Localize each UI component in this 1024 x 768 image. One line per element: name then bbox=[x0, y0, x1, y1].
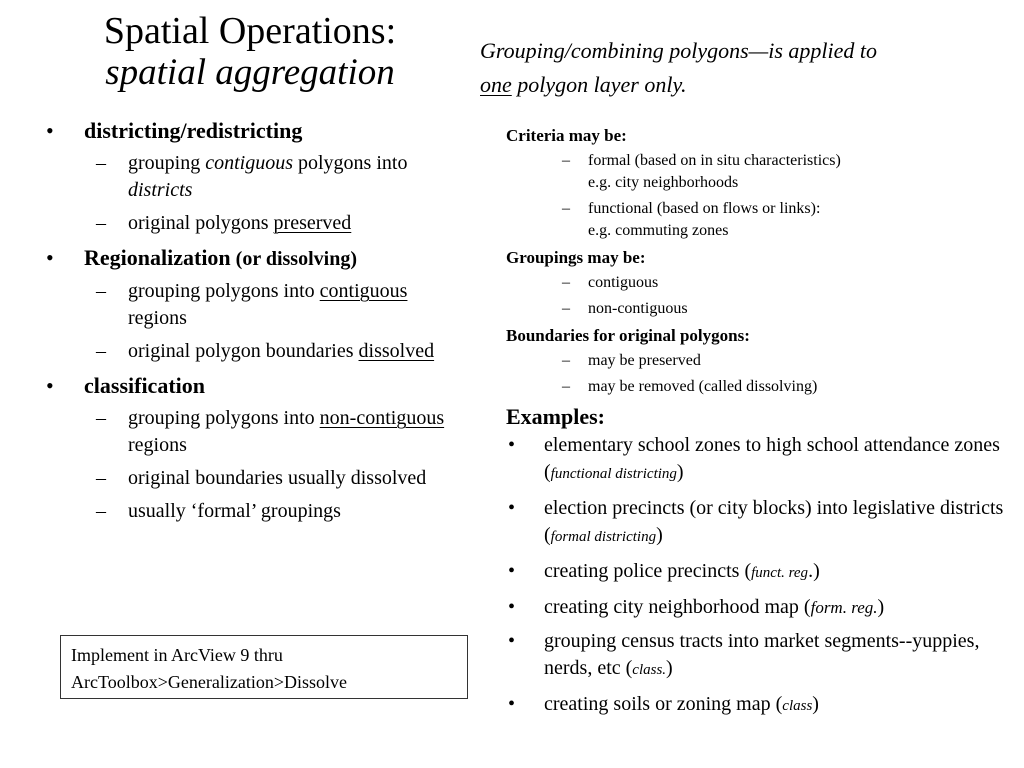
sub-text: original polygons bbox=[128, 212, 274, 234]
bullet-icon: • bbox=[508, 596, 516, 618]
bullet-icon: • bbox=[508, 630, 516, 652]
right-column bbox=[506, 124, 1006, 727]
sub-underlined: non-contiguous bbox=[319, 407, 445, 429]
dash-icon: – bbox=[96, 152, 106, 174]
slide-title bbox=[40, 10, 460, 94]
implement-note-box bbox=[60, 635, 468, 699]
groupings-item bbox=[506, 298, 1006, 320]
implement-line-2: ArcToolbox>Generalization>Dissolve bbox=[71, 672, 347, 692]
subtitle-underlined: one bbox=[480, 72, 512, 97]
bullet-icon: • bbox=[46, 118, 54, 143]
dash-icon: – bbox=[562, 300, 570, 317]
sub-text: grouping polygons into bbox=[128, 280, 320, 302]
sub-underlined: preserved bbox=[273, 212, 352, 234]
dash-icon: – bbox=[96, 500, 106, 522]
sub-text: usually ‘formal’ groupings bbox=[128, 500, 341, 522]
bullet-label-suffix: (or dissolving) bbox=[230, 248, 357, 270]
sub-text: original boundaries usually dissolved bbox=[128, 467, 427, 489]
sub-text: polygons into bbox=[293, 152, 408, 174]
dash-icon: – bbox=[96, 280, 106, 302]
bullet-icon: • bbox=[508, 497, 516, 519]
criteria-item bbox=[506, 198, 1006, 242]
boundaries-text: may be preserved bbox=[588, 352, 701, 369]
sub-item bbox=[40, 150, 470, 204]
sub-item bbox=[40, 405, 470, 459]
bullet-icon: • bbox=[46, 245, 54, 270]
bullet-icon: • bbox=[508, 693, 516, 715]
sub-emphasis: contiguous bbox=[205, 152, 293, 174]
example-close: ) bbox=[812, 693, 819, 715]
dash-icon: – bbox=[562, 378, 570, 395]
title-line-2: spatial aggregation bbox=[105, 52, 395, 93]
boundaries-text: may be removed (called dissolving) bbox=[588, 378, 818, 395]
sub-text: regions bbox=[128, 307, 187, 329]
bullet-label: districting/redistricting bbox=[84, 118, 303, 143]
criteria-example: e.g. city neighborhoods bbox=[588, 174, 739, 191]
example-note: class bbox=[782, 698, 813, 714]
example-note: functional districting bbox=[550, 466, 677, 482]
example-close: ) bbox=[877, 596, 885, 618]
example-text: creating city neighborhood map ( bbox=[544, 596, 811, 618]
examples-heading: Examples: bbox=[506, 404, 605, 429]
example-close: ) bbox=[666, 657, 673, 679]
dash-icon: – bbox=[96, 212, 106, 234]
example-close: ) bbox=[676, 461, 684, 483]
bullet-label: classification bbox=[84, 373, 205, 398]
example-item bbox=[506, 558, 1006, 587]
sub-text: original polygon boundaries bbox=[128, 340, 359, 362]
subtitle-part-2: polygon layer only. bbox=[511, 72, 687, 97]
criteria-line: functional (based on flows or links): bbox=[588, 200, 821, 217]
groupings-text: contiguous bbox=[588, 274, 659, 291]
groupings-heading: Groupings may be: bbox=[506, 248, 646, 267]
dash-icon: – bbox=[96, 340, 106, 362]
bullet-classification bbox=[40, 371, 470, 401]
sub-underlined: dissolved bbox=[358, 340, 435, 362]
sub-text: regions bbox=[128, 434, 187, 456]
criteria-example: e.g. commuting zones bbox=[588, 222, 729, 239]
sub-item bbox=[40, 278, 470, 332]
boundaries-heading: Boundaries for original polygons: bbox=[506, 326, 750, 345]
dash-icon: – bbox=[562, 152, 570, 169]
criteria-heading: Criteria may be: bbox=[506, 126, 627, 145]
example-note: funct. reg bbox=[751, 565, 809, 581]
groupings-text: non-contiguous bbox=[588, 300, 688, 317]
bullet-icon: • bbox=[46, 373, 54, 398]
example-text: election precincts (or city blocks) into legislative districts ( bbox=[544, 497, 1004, 546]
criteria-item bbox=[506, 150, 1006, 194]
sub-underlined: contiguous bbox=[319, 280, 408, 302]
dash-icon: – bbox=[562, 274, 570, 291]
bullet-icon: • bbox=[508, 434, 516, 456]
example-item bbox=[506, 691, 1006, 720]
sub-item bbox=[40, 210, 470, 237]
boundaries-item bbox=[506, 350, 1006, 372]
title-line-1: Spatial Operations: bbox=[103, 10, 397, 52]
sub-item bbox=[40, 465, 470, 492]
example-item bbox=[506, 432, 1006, 488]
example-text: grouping census tracts into market segments--yuppies, nerds, etc ( bbox=[544, 630, 980, 679]
bullet-icon: • bbox=[508, 560, 516, 582]
implement-line-1: Implement in ArcView 9 thru bbox=[71, 645, 283, 665]
example-note: form. reg. bbox=[810, 598, 878, 617]
example-note: formal districting bbox=[550, 529, 657, 545]
groupings-item bbox=[506, 272, 1006, 294]
example-text: creating soils or zoning map ( bbox=[544, 693, 783, 715]
dash-icon: – bbox=[96, 467, 106, 489]
example-text: creating police precincts ( bbox=[544, 560, 752, 582]
sub-text: grouping bbox=[128, 152, 206, 174]
bullet-districting bbox=[40, 116, 470, 146]
slide-subtitle bbox=[480, 34, 900, 102]
sub-text: grouping polygons into bbox=[128, 407, 320, 429]
subtitle-part-1: Grouping/combining polygons—is applied to bbox=[480, 38, 878, 63]
example-item bbox=[506, 628, 1006, 684]
example-text: elementary school zones to high school attendance zones ( bbox=[544, 434, 1000, 483]
bullet-label: Regionalization bbox=[84, 245, 231, 270]
boundaries-item bbox=[506, 376, 1006, 398]
left-column bbox=[40, 116, 470, 531]
dash-icon: – bbox=[562, 200, 570, 217]
bullet-regionalization bbox=[40, 243, 470, 274]
sub-item bbox=[40, 498, 470, 525]
criteria-line: formal (based on in situ characteristics) bbox=[588, 152, 841, 169]
sub-emphasis: districts bbox=[128, 179, 193, 201]
example-item bbox=[506, 495, 1006, 551]
dash-icon: – bbox=[562, 352, 570, 369]
example-item bbox=[506, 594, 1006, 621]
dash-icon: – bbox=[96, 407, 106, 429]
sub-item bbox=[40, 338, 470, 365]
example-close: .) bbox=[808, 560, 820, 582]
example-note: class. bbox=[632, 662, 667, 678]
example-close: ) bbox=[656, 524, 663, 546]
